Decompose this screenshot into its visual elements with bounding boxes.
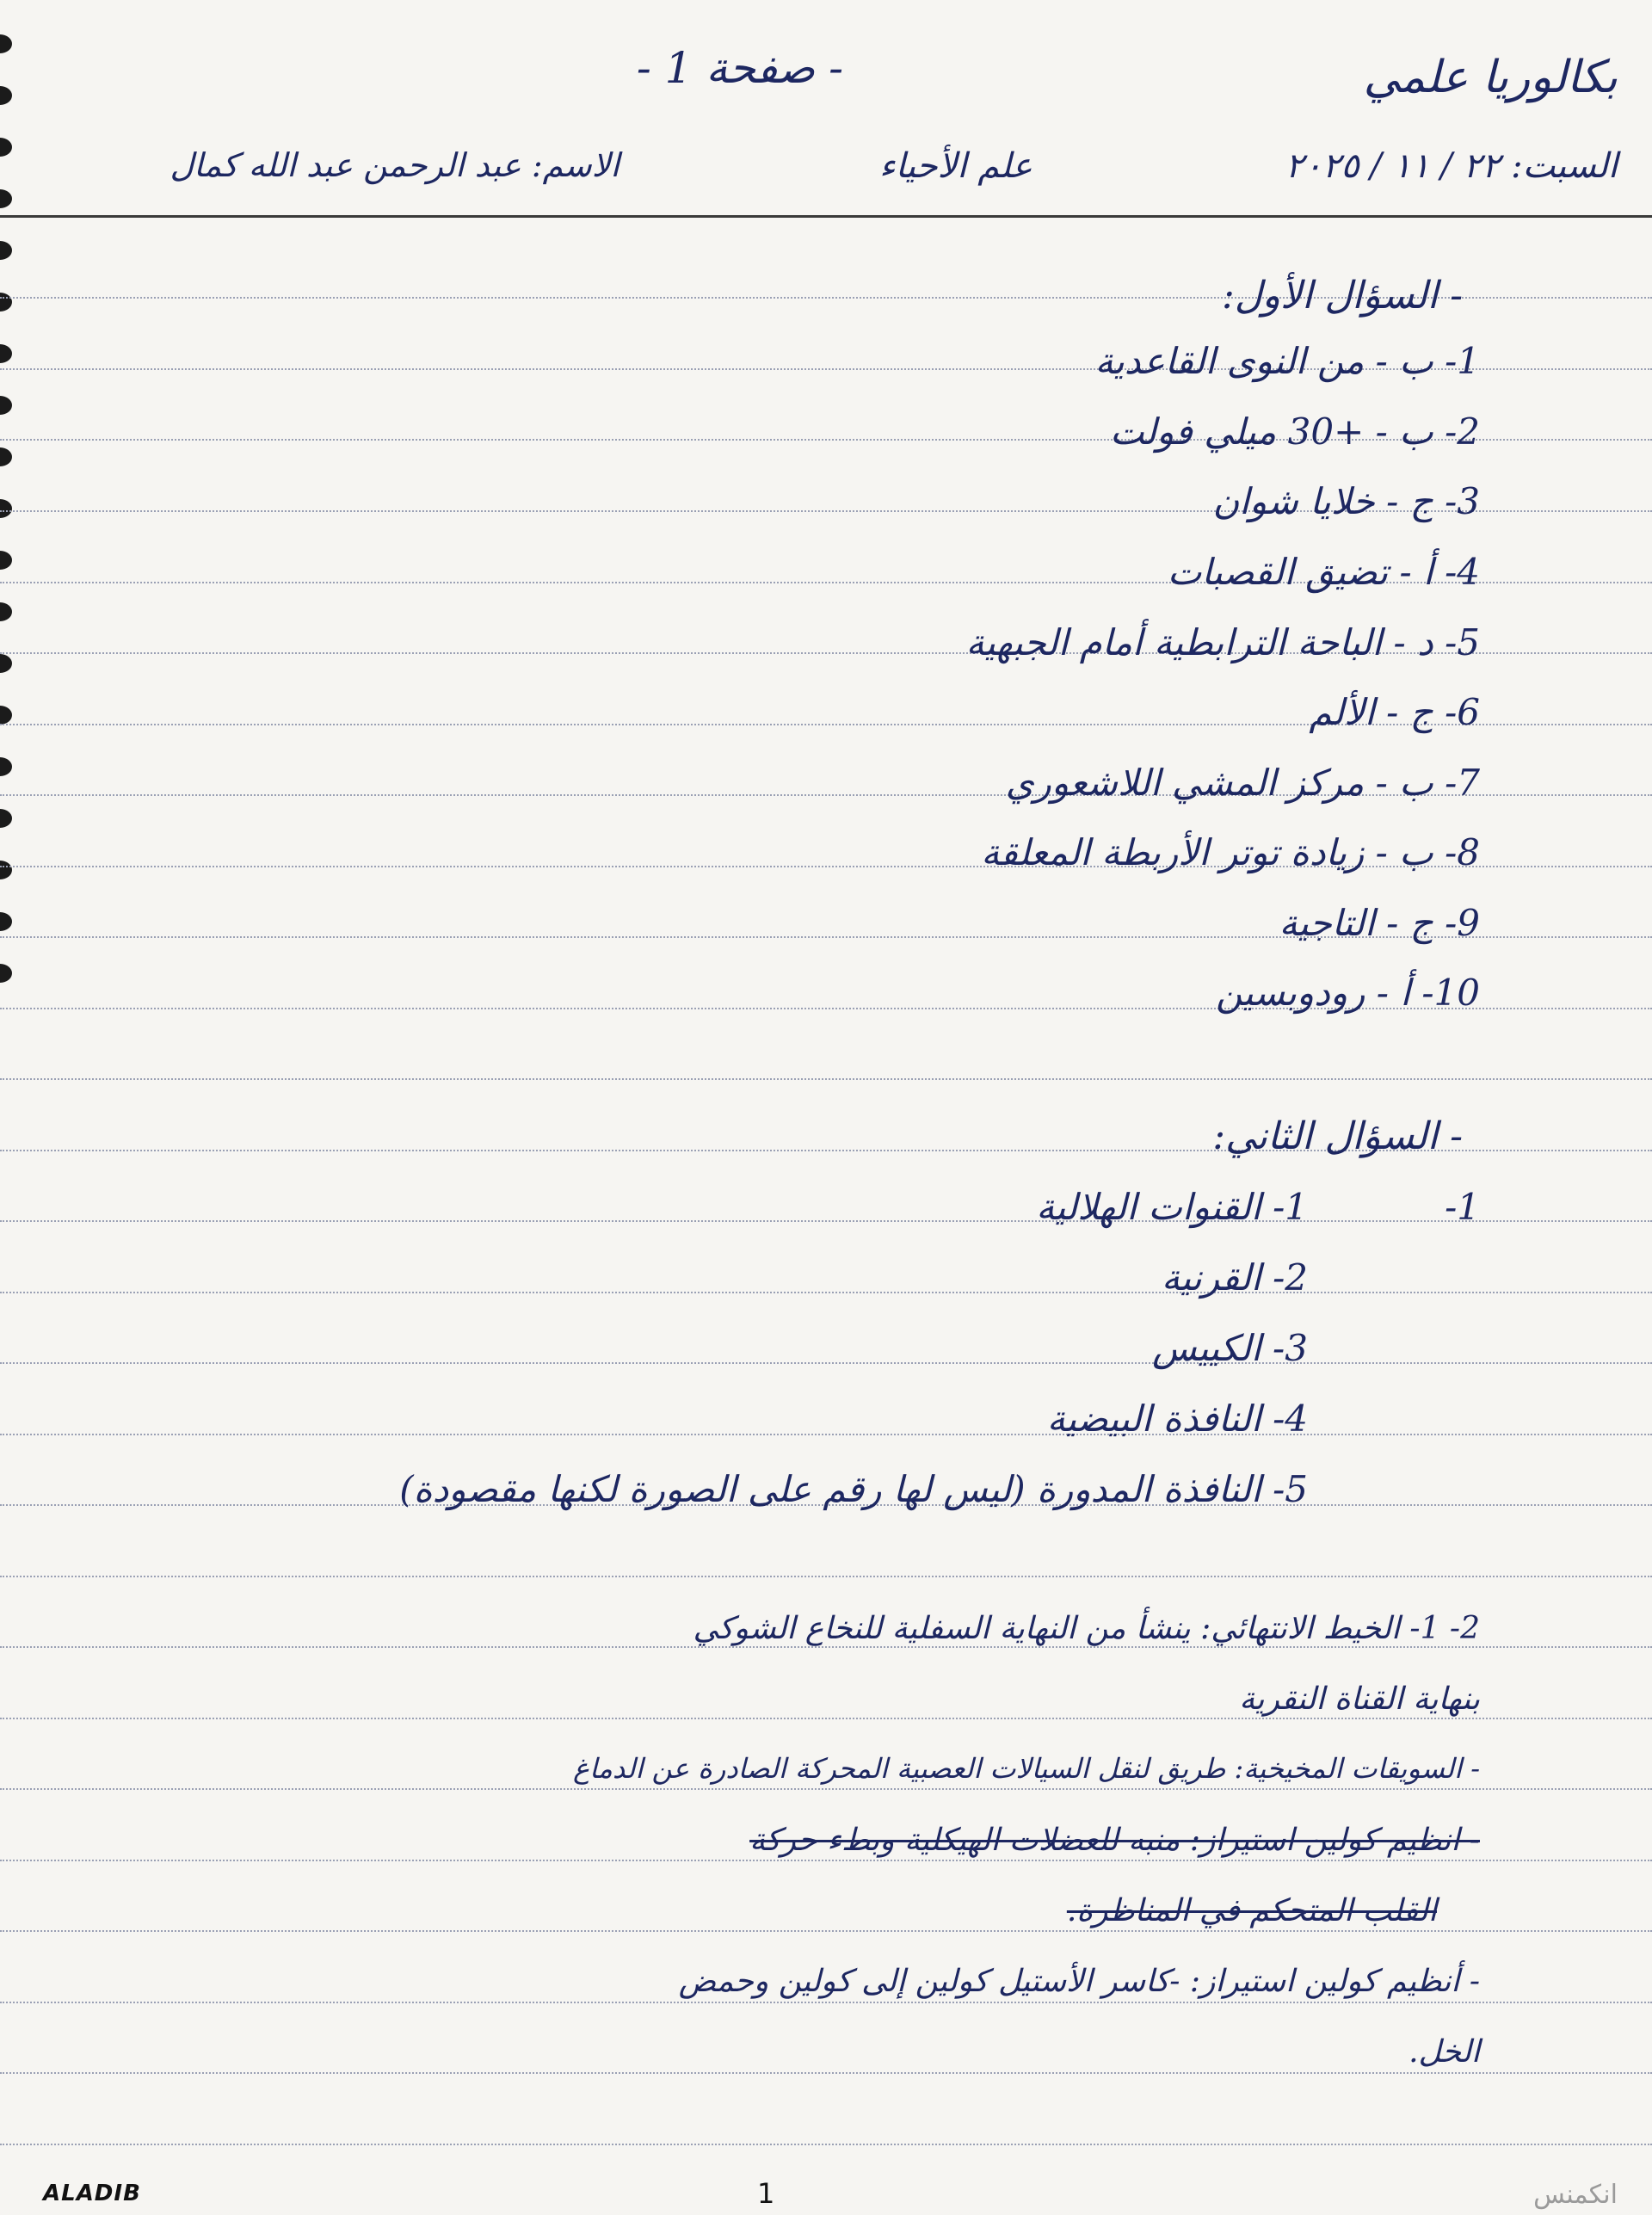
q1-answer: 2- ب - +30 ميلي فولت [1110, 410, 1480, 453]
q1-answer: 7- ب - مركز المشي اللاشعوري [1005, 762, 1480, 804]
q2-answer: 3- الكييس [1152, 1327, 1308, 1369]
rule-line [0, 1788, 1652, 1790]
student-name: الاسم: عبد الرحمن عبد الله كمال [170, 146, 620, 184]
rule-line [0, 1930, 1652, 1932]
q1-heading: - السؤال الأول: [1221, 274, 1463, 318]
binding-hole [0, 912, 12, 931]
rule-line [0, 1078, 1652, 1080]
q2-answer: 4- النافذة البيضية [1046, 1397, 1308, 1440]
rule-line [0, 1860, 1652, 1861]
q2-part2-line: 2- 1- الخيط الانتهائي: ينشأ من النهاية السفلية للنخاع الشوكي [693, 1611, 1480, 1646]
q2-heading: - السؤال الثاني: [1212, 1114, 1463, 1158]
rule-line [0, 1362, 1652, 1364]
binding-hole [0, 499, 12, 518]
watermark: انكمنس [1533, 2180, 1618, 2210]
rule-line [0, 2072, 1652, 2074]
q2-part2-line: الخل. [1409, 2034, 1480, 2070]
q1-answer: 4- أ - تضيق القصبات [1167, 551, 1480, 593]
rule-line [0, 1292, 1652, 1293]
page-label: - صفحة 1 - [636, 43, 843, 93]
binding-hole [0, 86, 12, 105]
q2-answer: 2- القرنية [1161, 1256, 1308, 1299]
q1-answer: 8- ب - زيادة توتر الأربطة المعلقة [981, 831, 1480, 873]
binding-hole [0, 344, 12, 363]
rule-line [0, 1220, 1652, 1222]
q1-answer: 6- ج - الألم [1309, 691, 1480, 733]
binding-hole [0, 396, 12, 415]
binding-hole [0, 293, 12, 312]
binding-hole [0, 189, 12, 208]
footer-page-number: 1 [757, 2177, 775, 2210]
binding-hole [0, 654, 12, 673]
binding-hole [0, 861, 12, 879]
q2-part2-line: - أنظيم كولين استيراز: -كاسر الأستيل كولين إلى كولين وحمض [678, 1964, 1480, 1999]
rule-line [0, 1576, 1652, 1577]
header-subject: علم الأحياء [878, 146, 1032, 186]
binding-hole [0, 964, 12, 983]
rule-line [0, 2144, 1652, 2145]
q2-part1-label: 1- [1445, 1186, 1480, 1228]
rule-line [0, 1434, 1652, 1435]
header-title: بكالوريا علمي [1363, 52, 1618, 103]
binding-hole [0, 241, 12, 260]
binding-hole [0, 447, 12, 466]
q1-answer: 3- ج - خلايا شوان [1212, 480, 1480, 522]
q2-part2-line: - السويقات المخيخية: طريق لنقل السيالات العصبية المحركة الصادرة عن الدماغ [572, 1752, 1480, 1785]
header-date: السبت: ٢٢ / ١١ / ٢٠٢٥ [1285, 146, 1618, 186]
binding-hole [0, 602, 12, 621]
binding-hole [0, 551, 12, 570]
q1-answer: 9- ج - التاجية [1279, 902, 1480, 944]
binding-hole [0, 809, 12, 828]
q2-part2-line: بنهاية القناة النقرية [1239, 1681, 1480, 1717]
q2-answer: 1- القنوات الهلالية [1036, 1186, 1308, 1228]
binding-hole [0, 34, 12, 53]
binding-hole [0, 706, 12, 725]
rule-line [0, 1718, 1652, 1719]
q2-part2-line-struck: القلب المتحكم في المناظرة. [1066, 1893, 1437, 1928]
rule-line [0, 1646, 1652, 1648]
q1-answer: 10- أ - رودوبسين [1216, 972, 1480, 1014]
q1-answer: 1- ب - من النوى القاعدية [1094, 340, 1480, 382]
q1-answer: 5- د - الباحة الترابطية أمام الجبهية [965, 621, 1480, 663]
notebook-brand-logo: ALADIB [43, 2181, 141, 2206]
q2-answer: 5- النافذة المدورة (ليس لها رقم على الصورة لكنها مقصودة) [399, 1468, 1308, 1510]
binding-hole [0, 138, 12, 157]
rule-line [0, 2002, 1652, 2003]
header-rule [0, 215, 1652, 218]
binding-hole [0, 757, 12, 776]
q2-part2-line-struck: - انظيم كولين استيراز: منبه للعضلات الهيكلية وبطء حركة [749, 1823, 1480, 1858]
